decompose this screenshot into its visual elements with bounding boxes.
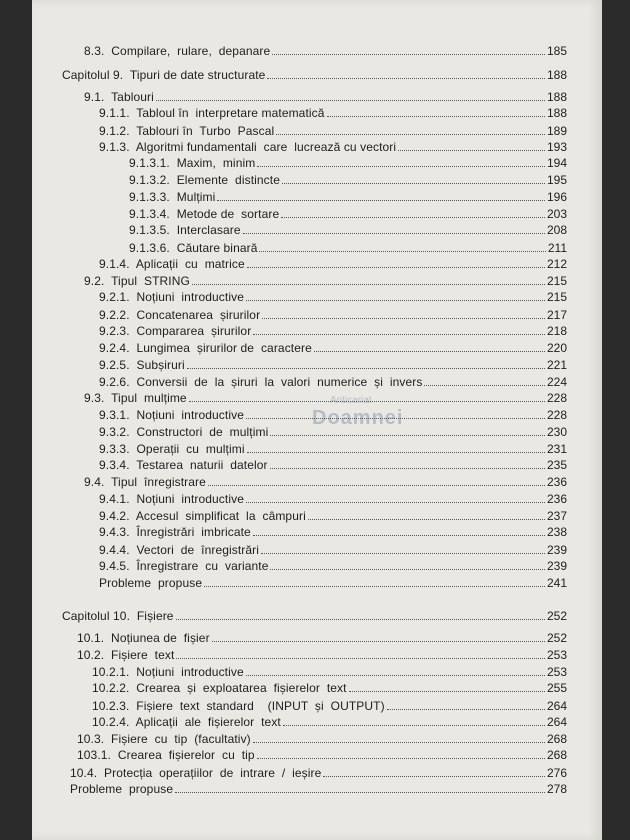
toc-entry-page: 215 bbox=[546, 274, 567, 288]
toc-entry-page: 224 bbox=[546, 375, 567, 389]
toc-entry bbox=[77, 629, 567, 647]
toc-entry-title: 9.3.1. Noțiuni introductive bbox=[99, 408, 244, 422]
toc-entry-page: 203 bbox=[546, 207, 567, 221]
toc-entry-title: 9.1.2. Tablouri în Turbo Pascal bbox=[99, 124, 275, 138]
toc-entry bbox=[70, 780, 567, 798]
toc-entry-page: 276 bbox=[546, 766, 567, 780]
dot-leader bbox=[212, 641, 545, 642]
toc-entry-title: 9.2.2. Concatenarea șirurilor bbox=[99, 308, 261, 322]
toc-entry-page: 212 bbox=[546, 257, 567, 271]
toc-entry-title: 9.3.2. Constructori de mulțimi bbox=[99, 425, 269, 439]
toc-entry bbox=[99, 339, 567, 357]
toc-entry bbox=[77, 746, 567, 764]
toc-entry-title: 9.4. Tipul înregistrare bbox=[84, 475, 206, 489]
toc-entry-page: 215 bbox=[546, 290, 567, 304]
dot-leader bbox=[204, 586, 545, 587]
dot-leader bbox=[387, 709, 545, 710]
toc-entry bbox=[92, 679, 567, 697]
toc-entry-page: 208 bbox=[546, 223, 567, 237]
toc-entry-page: 193 bbox=[546, 140, 567, 154]
toc-entry-page: 236 bbox=[546, 492, 567, 506]
toc-entry-title: 9.2.1. Noțiuni introductive bbox=[99, 290, 244, 304]
toc-entry bbox=[99, 322, 567, 340]
toc-entry bbox=[62, 66, 567, 84]
toc-entry-page: 241 bbox=[546, 576, 567, 590]
toc-entry bbox=[129, 171, 567, 189]
dot-leader bbox=[270, 569, 544, 570]
dot-leader bbox=[261, 553, 545, 554]
toc-entry-title: 10.2.4. Aplicații ale fișierelor text bbox=[92, 715, 281, 729]
toc-entry bbox=[99, 523, 567, 541]
dot-leader bbox=[257, 166, 545, 167]
toc-entry-title: 9.1.3.5. Interclasare bbox=[129, 223, 241, 237]
toc-entry-page: 194 bbox=[546, 156, 567, 170]
dot-leader bbox=[246, 300, 545, 301]
toc-entry-title: Probleme propuse bbox=[99, 576, 203, 590]
toc-entry-page: 255 bbox=[546, 681, 567, 695]
dot-leader bbox=[276, 134, 545, 135]
toc-entry-title: 9.2.4. Lungimea șirurilor de caractere bbox=[99, 341, 312, 355]
toc-entry bbox=[99, 456, 567, 474]
toc-entry bbox=[129, 154, 567, 172]
toc-entry-page: 230 bbox=[546, 425, 567, 439]
toc-entry-page: 252 bbox=[546, 609, 567, 623]
toc-entry-page: 196 bbox=[546, 190, 567, 204]
toc-entry bbox=[129, 221, 567, 239]
toc-entry-title: 9.4.5. Înregistrare cu variante bbox=[99, 559, 269, 573]
watermark-line1: Anticariat bbox=[330, 395, 372, 406]
toc-entry-title: 9.4.2. Accesul simplificat la câmpuri bbox=[99, 509, 306, 523]
toc-entry-page: 268 bbox=[546, 732, 567, 746]
toc-entry-page: 237 bbox=[546, 509, 567, 523]
dot-leader bbox=[262, 318, 545, 319]
dot-leader bbox=[424, 385, 544, 386]
toc-entry bbox=[99, 490, 567, 508]
dot-leader bbox=[270, 468, 545, 469]
toc-entry-title: 9.2.3. Compararea șirurilor bbox=[99, 324, 252, 338]
toc-entry-title: 10.2.1. Noțiuni introductive bbox=[92, 665, 244, 679]
toc-entry-page: 264 bbox=[546, 715, 567, 729]
dot-leader bbox=[247, 452, 545, 453]
toc-entry bbox=[92, 713, 567, 731]
toc-entry-title: Capitolul 10. Fișiere bbox=[62, 609, 174, 623]
toc-entry-page: 188 bbox=[546, 68, 567, 82]
toc-entry-page: 252 bbox=[546, 631, 567, 645]
toc-entry-page: 239 bbox=[546, 559, 567, 573]
toc-entry-title: 9.1.3. Algoritmi fundamentali care lucrează cu vectori bbox=[99, 140, 397, 154]
dot-leader bbox=[243, 233, 545, 234]
toc-entry-title: 10.4. Protecția operațiilor de intrare / ieșire bbox=[70, 766, 322, 780]
toc-entry-title: 9.4.4. Vectori de înregistrări bbox=[99, 543, 260, 557]
toc-entry-page: 189 bbox=[546, 124, 567, 138]
toc-entry-page: 211 bbox=[547, 241, 567, 255]
dot-leader bbox=[267, 78, 545, 79]
dot-leader bbox=[283, 725, 545, 726]
toc-entry-page: 253 bbox=[546, 648, 567, 662]
dot-leader bbox=[314, 351, 545, 352]
toc-entry bbox=[84, 473, 567, 491]
toc-entry-page: 228 bbox=[546, 391, 567, 405]
dot-leader bbox=[253, 535, 545, 536]
toc-entry-page: 253 bbox=[546, 665, 567, 679]
toc-entry-page: 185 bbox=[546, 44, 567, 58]
toc-entry-title: Probleme propuse bbox=[70, 782, 174, 796]
toc-entry-title: 103.1. Crearea fișierelor cu tip bbox=[77, 748, 255, 762]
dot-leader bbox=[282, 183, 545, 184]
toc-entry-page: 188 bbox=[546, 90, 567, 104]
toc-entry-title: 9.3. Tipul mulțime bbox=[84, 391, 187, 405]
toc-entry-page: 218 bbox=[546, 324, 567, 338]
toc-entry-page: 195 bbox=[546, 173, 567, 187]
toc-entry-page: 235 bbox=[546, 458, 567, 472]
toc-entry-title: 9.2.5. Subșiruri bbox=[99, 358, 185, 372]
toc-entry-page: 278 bbox=[546, 782, 567, 796]
toc-entry-title: 9.1.3.4. Metode de sortare bbox=[129, 207, 280, 221]
toc-entry-title: 9.1. Tablouri bbox=[84, 90, 154, 104]
dot-leader bbox=[156, 100, 545, 101]
toc-entry-title: 9.3.4. Testarea naturii datelor bbox=[99, 458, 268, 472]
toc-entry bbox=[99, 574, 567, 592]
toc-entry-title: 10.1. Noțiunea de fișier bbox=[77, 631, 210, 645]
watermark-line2: Doamnei bbox=[312, 407, 404, 429]
dot-leader bbox=[192, 284, 545, 285]
toc-entry bbox=[129, 188, 567, 206]
dot-leader bbox=[187, 368, 545, 369]
toc-entry bbox=[77, 646, 567, 664]
dot-leader bbox=[253, 742, 545, 743]
dot-leader bbox=[176, 619, 545, 620]
toc-entry bbox=[99, 356, 567, 374]
toc-entry-page: 188 bbox=[546, 106, 567, 120]
toc-entry-page: 220 bbox=[546, 341, 567, 355]
dot-leader bbox=[323, 776, 545, 777]
toc-entry-title: 9.1.4. Aplicații cu matrice bbox=[99, 257, 245, 271]
watermark bbox=[302, 395, 422, 441]
toc-entry bbox=[99, 288, 567, 306]
toc-entry-title: 9.2. Tipul STRING bbox=[84, 274, 190, 288]
book-page bbox=[32, 0, 602, 840]
toc-entry-title: 10.2.3. Fișiere text standard (INPUT și OUTPUT) bbox=[92, 699, 385, 713]
toc-entry-page: 239 bbox=[546, 543, 567, 557]
dot-leader bbox=[327, 116, 545, 117]
dot-leader bbox=[281, 217, 545, 218]
toc-entry-title: 9.2.6. Conversii de la șiruri la valori numerice și invers bbox=[99, 375, 423, 389]
toc-entry-title: 9.4.3. Înregistrări imbricate bbox=[99, 525, 251, 539]
toc-entry-page: 236 bbox=[546, 475, 567, 489]
dot-leader bbox=[398, 150, 545, 151]
dot-leader bbox=[257, 758, 545, 759]
toc-entry-page: 221 bbox=[546, 358, 567, 372]
toc-entry-title: 10.2. Fișiere text bbox=[77, 648, 175, 662]
dot-leader bbox=[349, 691, 545, 692]
toc-entry-title: 9.3.3. Operații cu mulțimi bbox=[99, 442, 245, 456]
dot-leader bbox=[308, 519, 545, 520]
dot-leader bbox=[217, 200, 545, 201]
toc-entry bbox=[99, 255, 567, 273]
dot-leader bbox=[175, 792, 545, 793]
toc-entry-page: 238 bbox=[546, 525, 567, 539]
toc-entry-title: 9.1.3.2. Elemente distincte bbox=[129, 173, 280, 187]
toc-entry-page: 228 bbox=[546, 408, 567, 422]
toc-entry bbox=[62, 607, 567, 625]
toc-entry bbox=[84, 42, 567, 60]
toc-entry-page: 268 bbox=[546, 748, 567, 762]
dot-leader bbox=[272, 54, 545, 55]
toc-entry bbox=[99, 557, 567, 575]
dot-leader bbox=[253, 334, 545, 335]
toc-entry-page: 231 bbox=[546, 442, 567, 456]
toc-entry-title: 9.1.1. Tabloul în interpretare matematică bbox=[99, 106, 325, 120]
dot-leader bbox=[246, 502, 545, 503]
dot-leader bbox=[259, 251, 545, 252]
toc-entry-title: 8.3. Compilare, rulare, depanare bbox=[84, 44, 271, 58]
toc-entry-title: 9.1.3.1. Maxim, minim bbox=[129, 156, 256, 170]
toc-entry-title: 10.3. Fișiere cu tip (facultativ) bbox=[77, 732, 251, 746]
toc-entry-title: 9.1.3.6. Căutare binară bbox=[129, 241, 258, 255]
dot-leader bbox=[247, 267, 545, 268]
dot-leader bbox=[208, 485, 545, 486]
toc-entry-title: 10.2.2. Crearea și exploatarea fișierelor text bbox=[92, 681, 347, 695]
toc-entry-title: 9.1.3.3. Mulțimi bbox=[129, 190, 216, 204]
toc-entry-title: 9.4.1. Noțiuni introductive bbox=[99, 492, 244, 506]
toc-entry-page: 264 bbox=[546, 699, 567, 713]
toc-entry-page: 217 bbox=[546, 308, 567, 322]
dot-leader bbox=[246, 675, 545, 676]
toc-entry bbox=[99, 104, 567, 122]
dot-leader bbox=[176, 658, 545, 659]
toc-entry-title: Capitolul 9. Tipuri de date structurate bbox=[62, 68, 266, 82]
